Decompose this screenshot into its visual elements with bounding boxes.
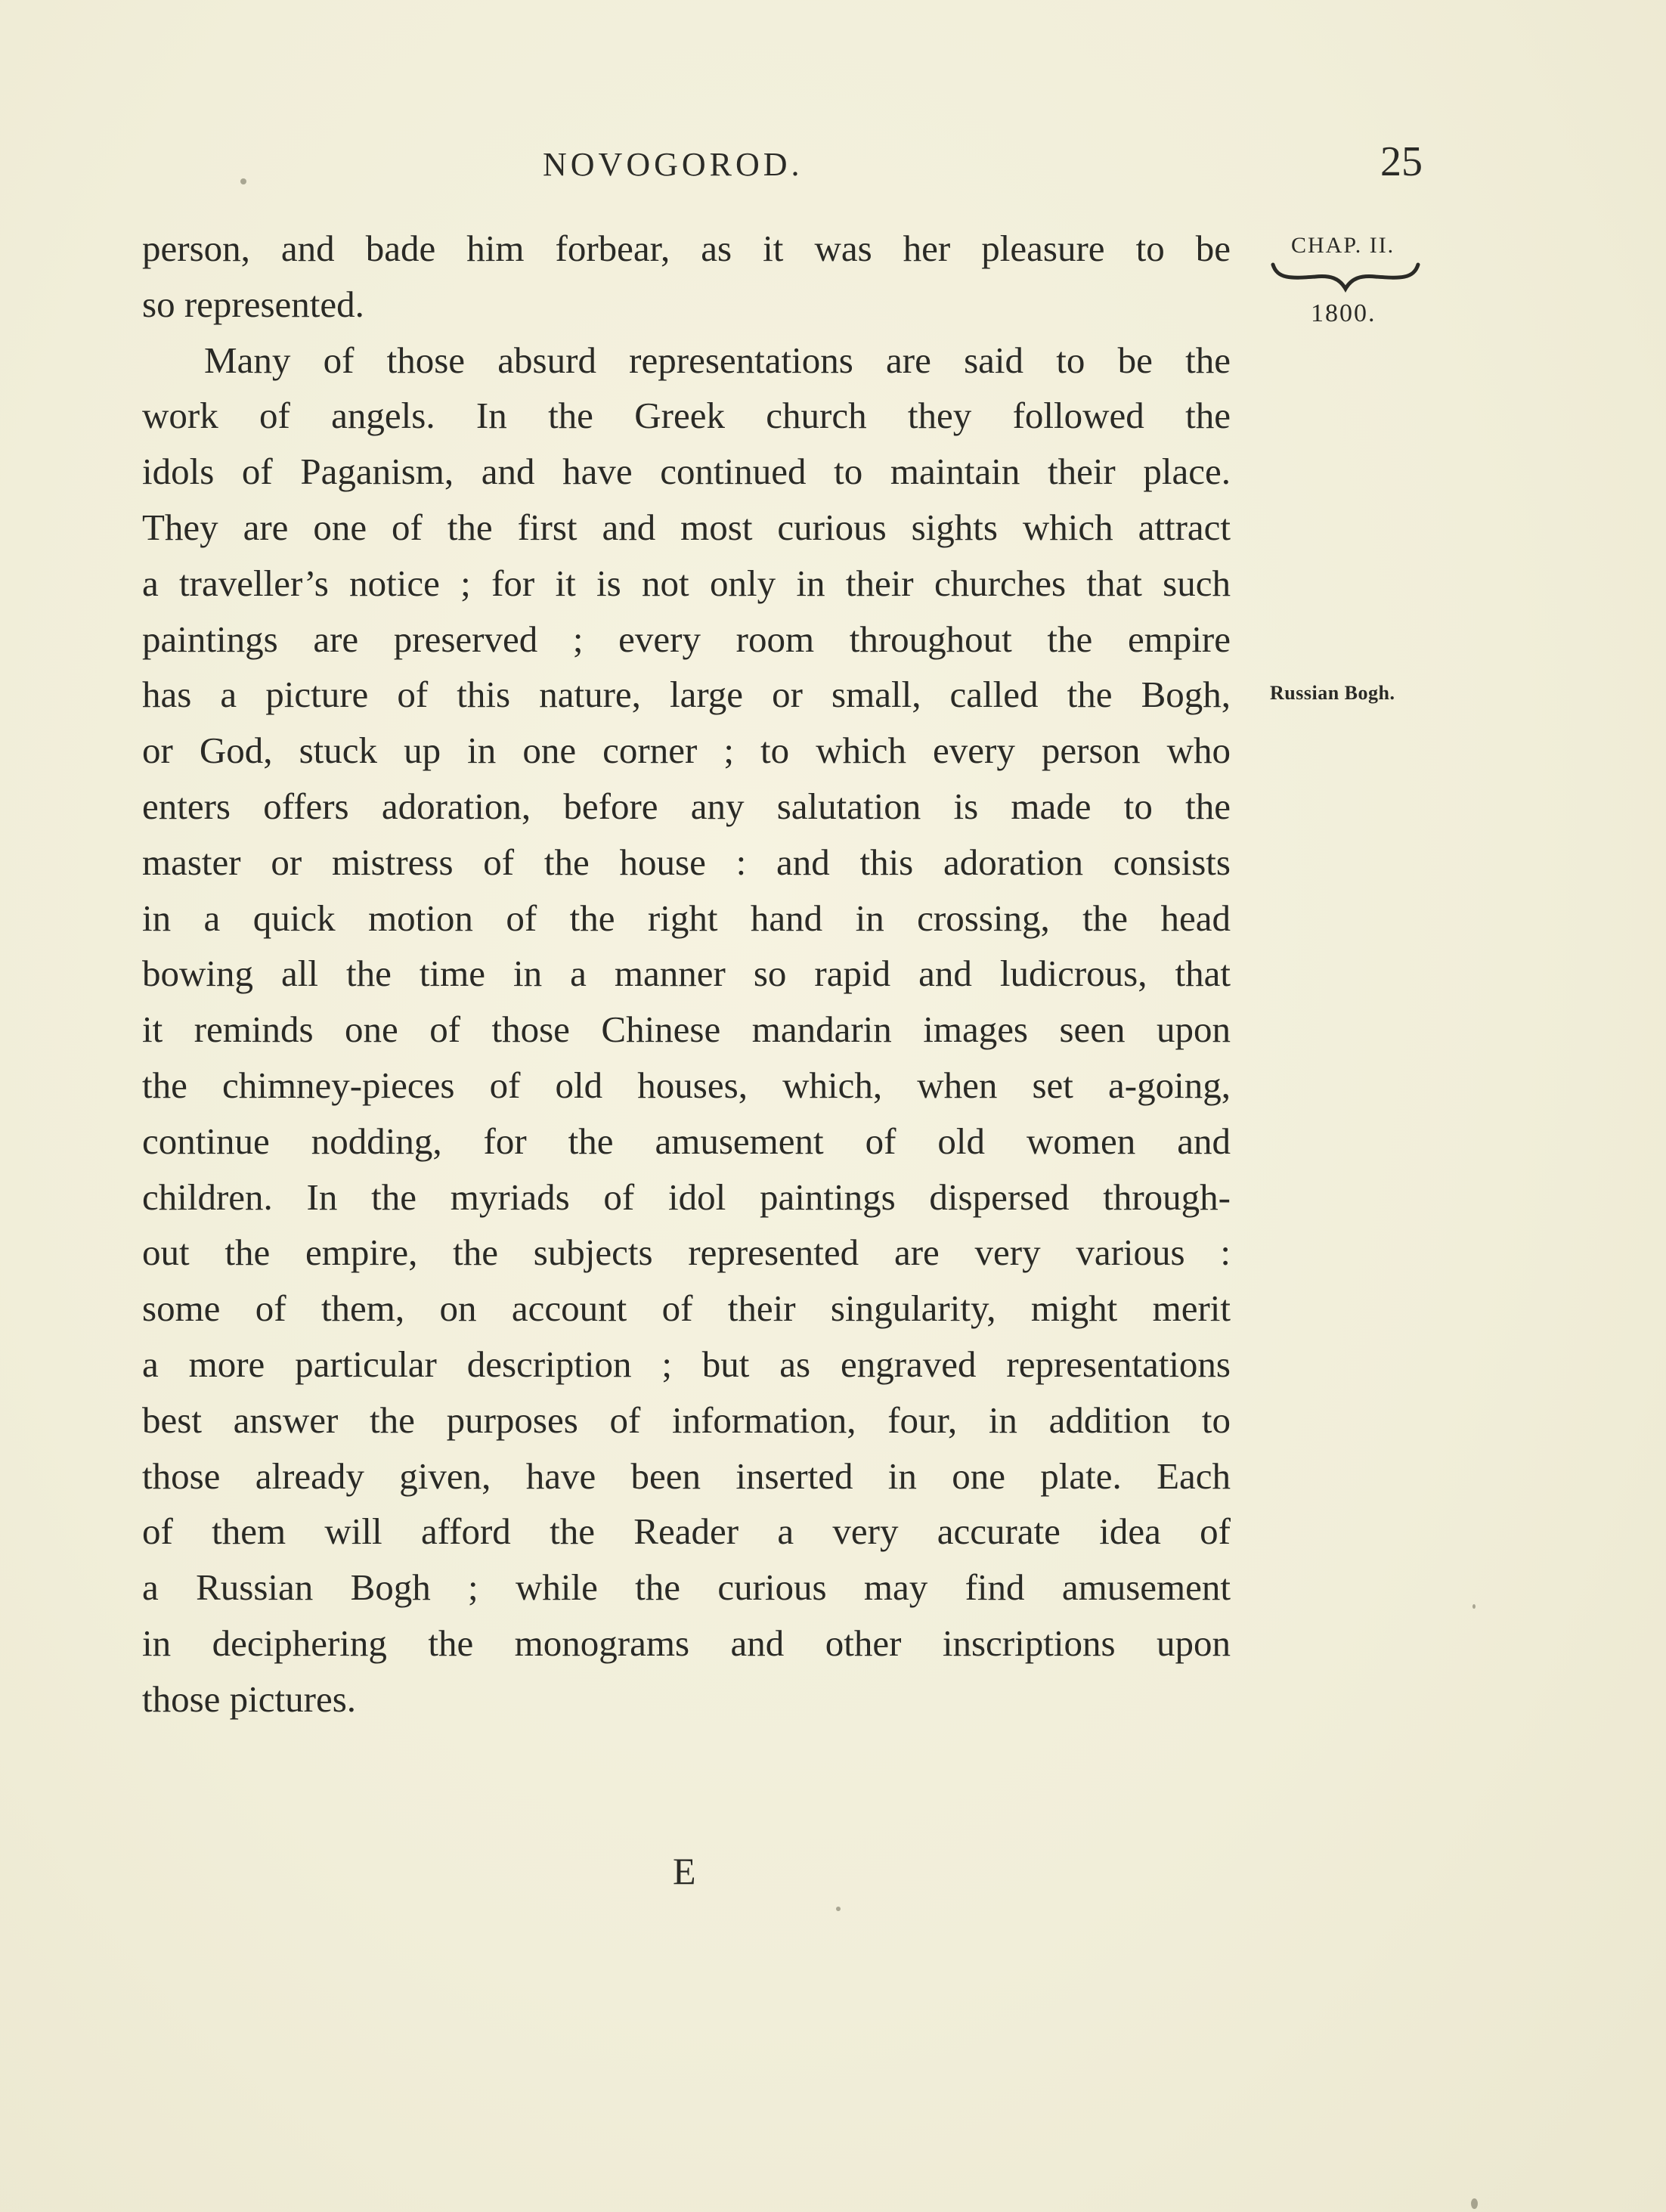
text-line: those pictures.	[142, 1678, 357, 1720]
text-line: some of them, on account of their singularity, might merit	[142, 1287, 1231, 1330]
text-line: Many of those absurd representations are said to be the	[204, 339, 1231, 381]
signature-mark: E	[673, 1850, 696, 1892]
text-line: person, and bade him forbear, as it was her pleasure to be	[142, 228, 1231, 269]
text-line: enters offers adoration, before any salutation is made to the	[142, 785, 1231, 827]
paper-speck	[1471, 2198, 1478, 2209]
text-line: of them will afford the Reader a very accurate idea of	[142, 1510, 1231, 1553]
text-line: paintings are preserved ; every room throughout the empire	[142, 618, 1231, 660]
text-line: so represented.	[142, 283, 364, 325]
text-line: in a quick motion of the right hand in crossing, the head	[142, 897, 1231, 939]
text-line: best answer the purposes of information, four, in addition to	[142, 1399, 1231, 1441]
margin-brace-ornament	[1270, 262, 1421, 295]
text-line: bowing all the time in a manner so rapid and ludicrous, that	[142, 953, 1231, 995]
text-line: idols of Paganism, and have continued to maintain their place.	[142, 451, 1231, 493]
running-head-title: NOVOGOROD.	[543, 146, 804, 183]
margin-chapter-label: CHAP. II.	[1291, 233, 1395, 258]
text-line: a Russian Bogh ; while the curious may find amusement	[142, 1566, 1231, 1609]
paper-speck	[240, 178, 246, 184]
text-line: those already given, have been inserted in one plate. Each	[142, 1455, 1231, 1497]
text-line: children. In the myriads of idol paintings dispersed through-	[142, 1176, 1231, 1218]
paper-speck	[836, 1907, 841, 1911]
page-number: 25	[1380, 138, 1423, 185]
text-line: master or mistress of the house : and this adoration consists	[142, 841, 1231, 883]
text-line: in deciphering the monograms and other inscriptions upon	[142, 1622, 1231, 1664]
text-line: continue nodding, for the amusement of old women and	[142, 1120, 1231, 1162]
text-line: has a picture of this nature, large or small, called the Bogh,	[142, 674, 1231, 716]
margin-side-note: Russian Bogh.	[1270, 682, 1395, 704]
text-line: out the empire, the subjects represented are very various :	[142, 1231, 1231, 1274]
text-line: a traveller’s notice ; for it is not only in their churches that such	[142, 562, 1231, 604]
text-line: the chimney-pieces of old houses, which, when set a-going,	[142, 1064, 1231, 1106]
text-line: They are one of the first and most curious sights which attract	[142, 506, 1231, 548]
text-line: work of angels. In the Greek church they followed the	[142, 395, 1231, 437]
body-text	[142, 221, 1231, 1727]
text-line: a more particular description ; but as engraved representations	[142, 1343, 1231, 1385]
paper-speck	[1472, 1604, 1476, 1609]
margin-year-label: 1800.	[1311, 299, 1376, 327]
text-line: or God, stuck up in one corner ; to which every person who	[142, 730, 1231, 772]
text-line: it reminds one of those Chinese mandarin images seen upon	[142, 1008, 1231, 1051]
